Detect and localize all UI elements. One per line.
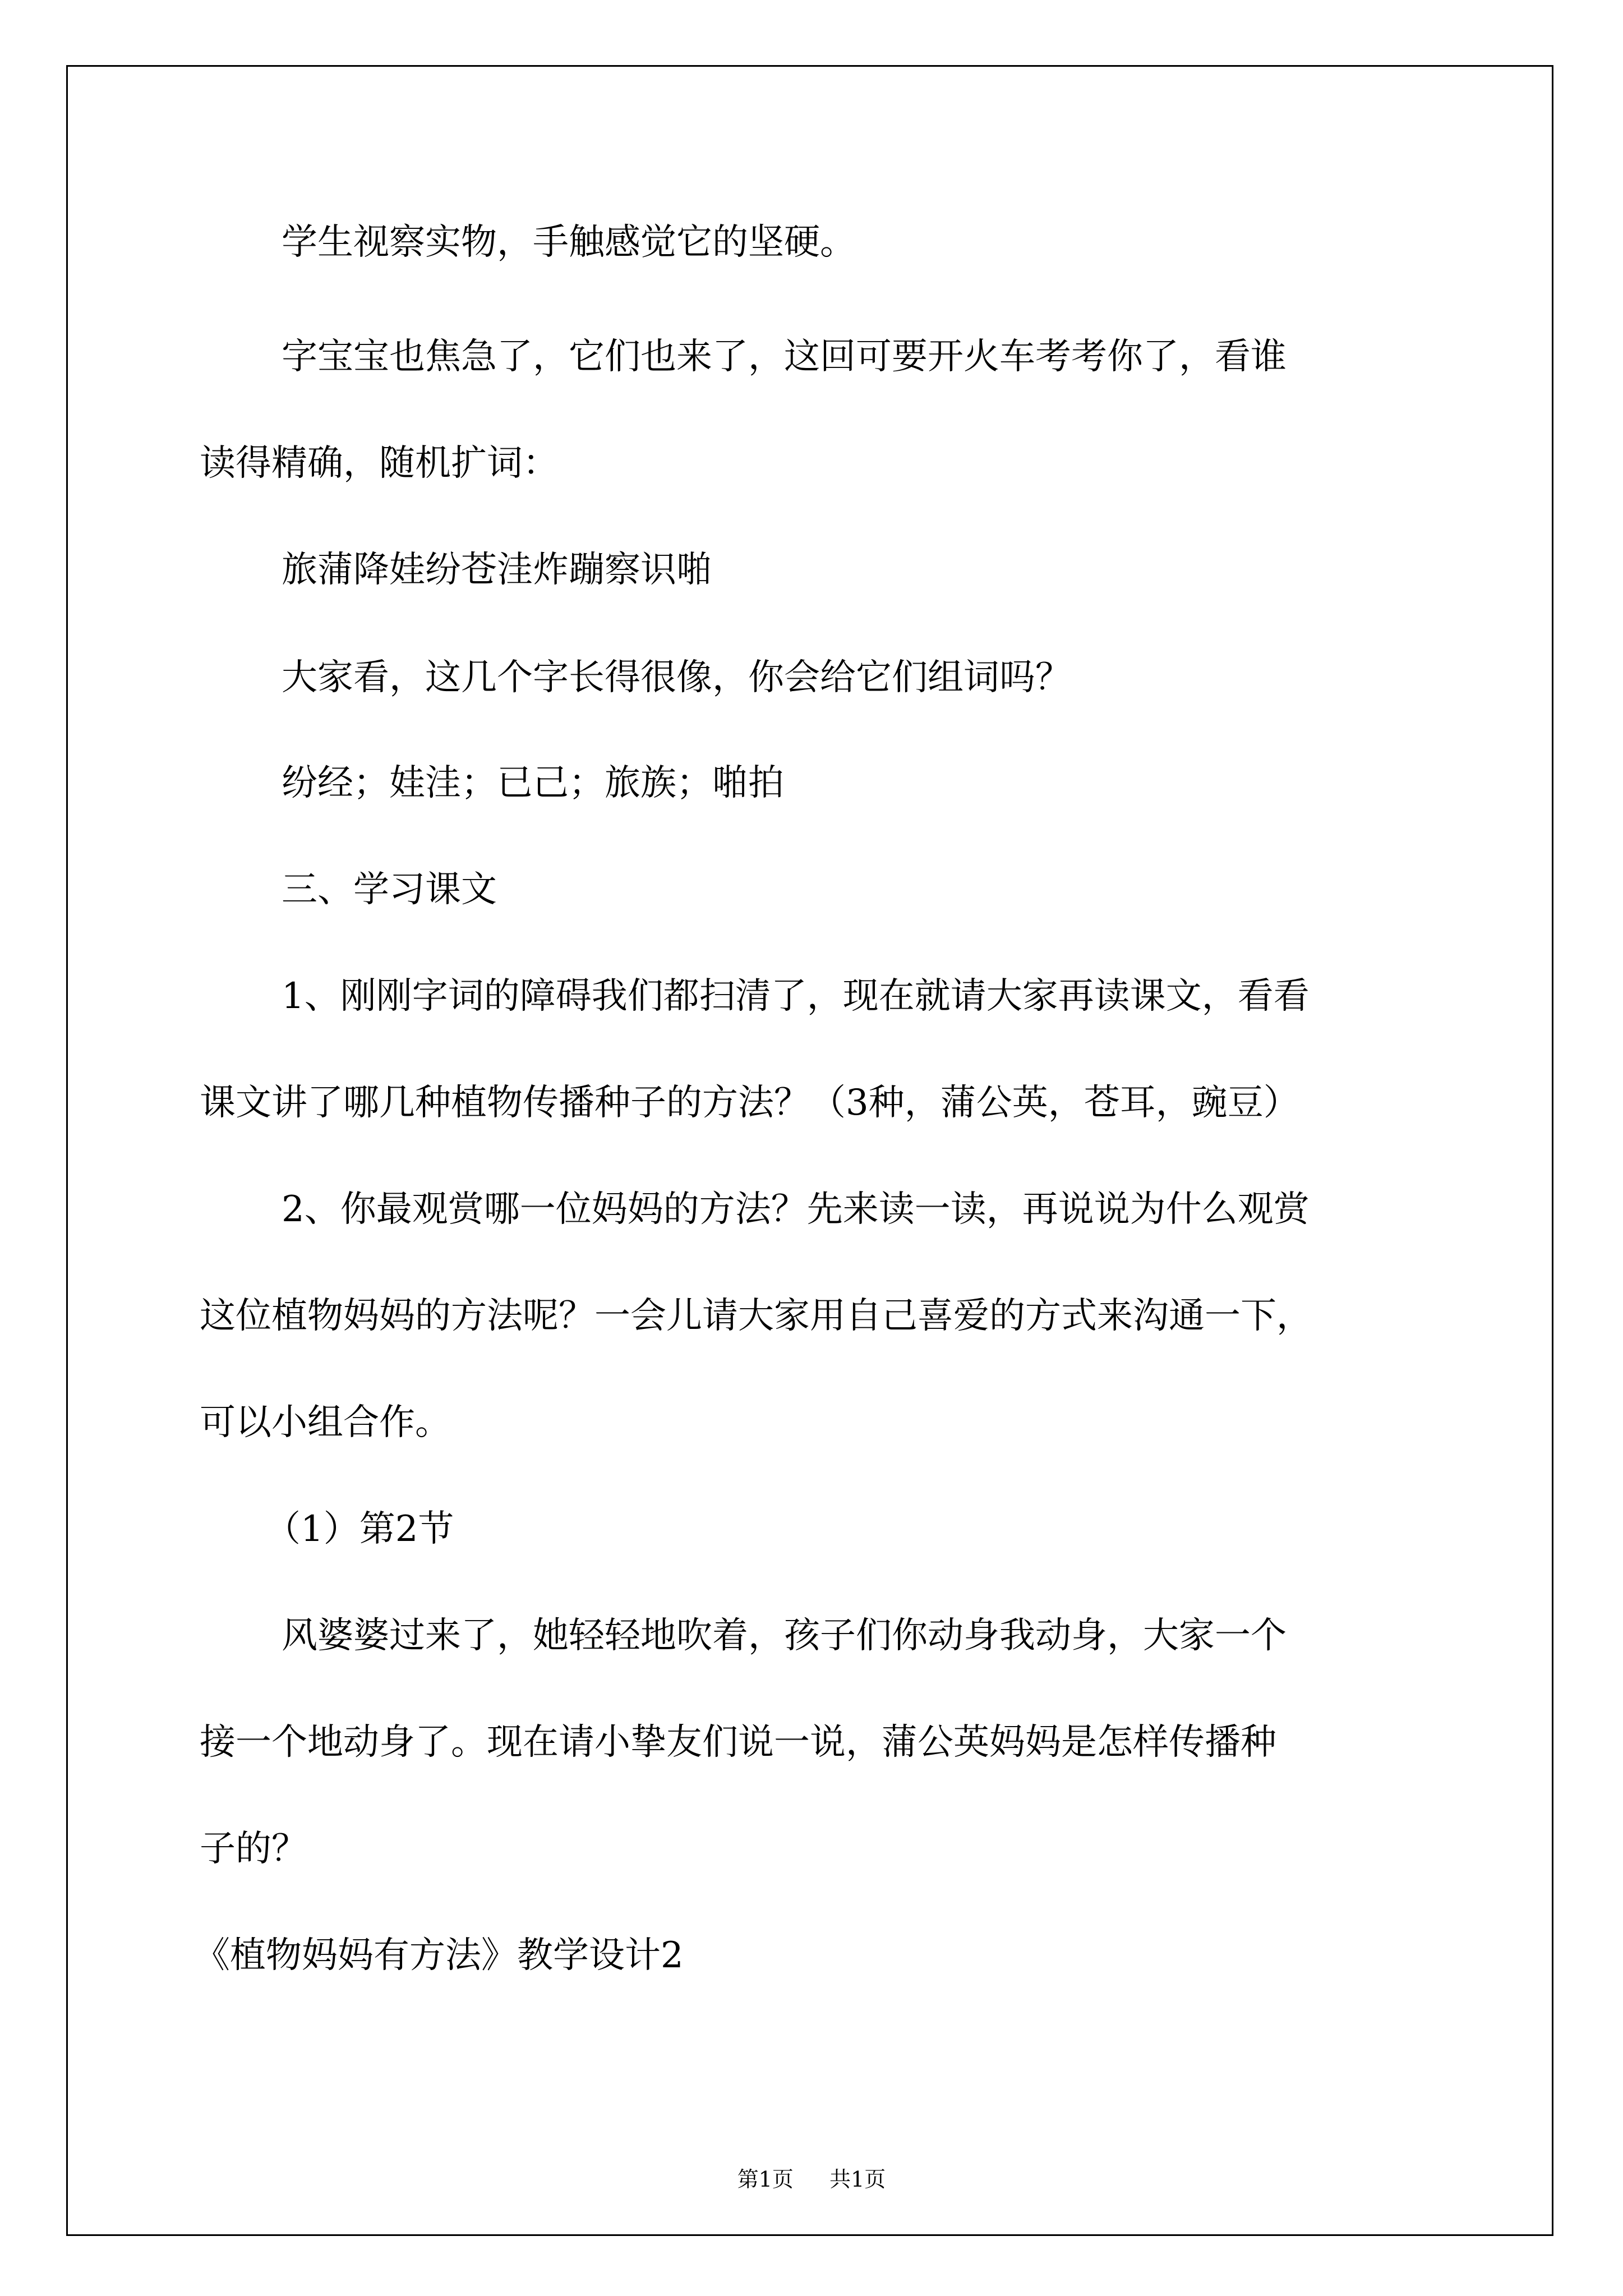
- paragraph-line: 纷经；娃洼；已己；旅族；啪拍: [282, 762, 784, 804]
- paragraph-line: 读得精确，随机扩词：: [200, 443, 559, 484]
- document-title: 《植物妈妈有方法》教学设计2: [194, 1935, 684, 1976]
- paragraph-line: 1、刚刚字词的障碍我们都扫清了，现在就请大家再读课文，看看: [282, 976, 1310, 1017]
- paragraph-line: 这位植物妈妈的方法呢？一会儿请大家用自己喜爱的方式来沟通一下，: [200, 1295, 1312, 1337]
- paragraph-line: 风婆婆过来了，她轻轻地吹着，孩子们你动身我动身，大家一个: [282, 1615, 1287, 1657]
- page-number: 第1页: [737, 2167, 794, 2192]
- page-footer: [0, 2165, 1623, 2193]
- paragraph-line: 大家看，这几个字长得很像，你会给它们组词吗？: [282, 657, 1071, 698]
- paragraph-line: 可以小组合作。: [200, 1402, 451, 1443]
- paragraph-line: 课文讲了哪几种植物传播种子的方法？（3种，蒲公英，苍耳，豌豆）: [200, 1082, 1299, 1124]
- paragraph-line: 子的？: [200, 1828, 307, 1870]
- subsection-heading: （1）第2节: [265, 1508, 454, 1550]
- section-heading: 三、学习课文: [282, 869, 497, 910]
- paragraph-line: 接一个地动身了。现在请小挚友们说一说，蒲公英妈妈是怎样传播种: [200, 1722, 1276, 1763]
- paragraph-line: 学生视察实物，手触感觉它的坚硬。: [282, 222, 856, 263]
- paragraph-line: 2、你最观赏哪一位妈妈的方法？先来读一读，再说说为什么观赏: [282, 1189, 1310, 1230]
- paragraph-line: 字宝宝也焦急了，它们也来了，这回可要开火车考考你了，看谁: [282, 336, 1287, 378]
- page-total: 共1页: [829, 2167, 886, 2192]
- page-border: [66, 65, 1553, 2236]
- paragraph-line: 旅蒲降娃纷苍洼炸蹦察识啪: [282, 549, 712, 591]
